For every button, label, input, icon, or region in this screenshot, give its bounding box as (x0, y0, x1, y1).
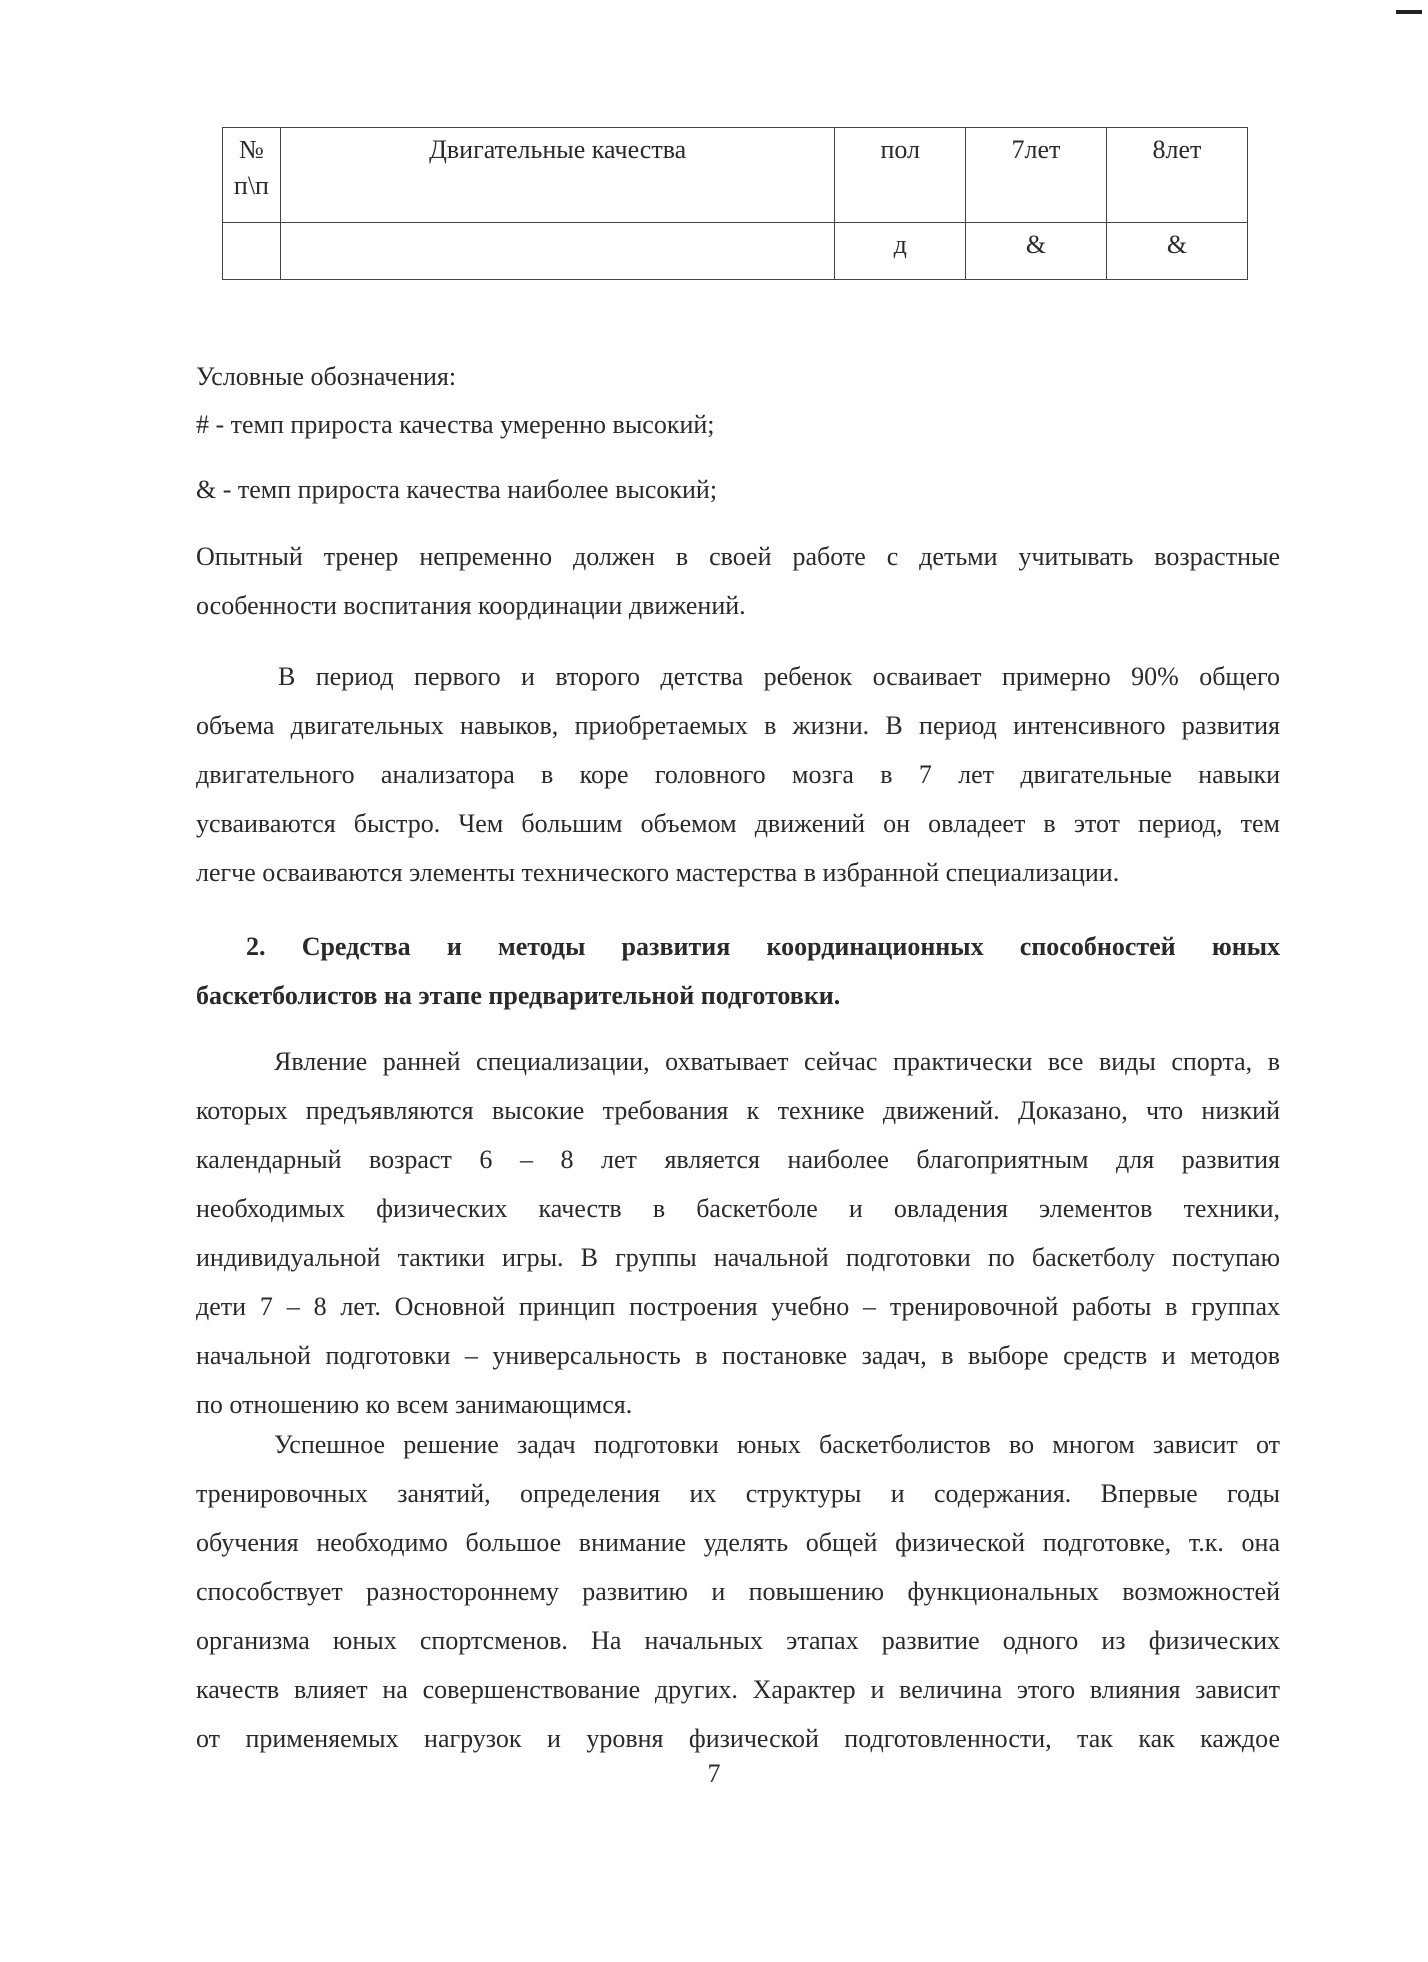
paragraph-line: особенности воспитания координации движений. (196, 591, 746, 620)
heading-line: 2. Средства и методы развития координационных способностей юных (246, 932, 1280, 961)
paragraph-early-specialization (196, 1037, 1280, 1429)
paragraph-line: начальной подготовки – универсальность в постановке задач, в выборе средств и методов (196, 1341, 1280, 1370)
table-header-cell-age-7: 7лет (965, 128, 1106, 223)
paragraph-line: индивидуальной тактики игры. В группы начальной подготовки по баскетболу поступаю (196, 1243, 1280, 1272)
paragraph-line: Явление ранней специализации, охватывает сейчас практически все виды спорта, в (274, 1047, 1280, 1076)
paragraph-line: по отношению ко всем занимающимся. (196, 1390, 633, 1419)
paragraph-training-tasks (196, 1420, 1280, 1763)
paragraph-line: усваиваются быстро. Чем большим объемом движений он овладеет в этот период, тем (196, 809, 1280, 838)
paragraph-line: от применяемых нагрузок и уровня физической подготовленности, так как каждое (196, 1724, 1280, 1753)
paragraph-line: дети 7 – 8 лет. Основной принцип построения учебно – тренировочной работы в группах (196, 1292, 1280, 1321)
paragraph-line: В период первого и второго детства ребенок осваивает примерно 90% общего (278, 662, 1280, 691)
table-row (223, 223, 1248, 280)
paragraph-line: двигательного анализатора в коре головного мозга в 7 лет двигательные навыки (196, 760, 1280, 789)
motor-qualities-table (222, 127, 1248, 280)
legend-title: Условные обозначения: (196, 362, 457, 391)
paragraph-line: легче осваиваются элементы технического мастерства в избранной специализации. (196, 858, 1120, 887)
legend-amp-item: & - темп прироста качества наиболее высокий; (196, 475, 718, 504)
page-number: 7 (707, 1759, 721, 1788)
table-cell-age-7: & (965, 223, 1106, 280)
table-header-cell-age-8: 8лет (1106, 128, 1247, 223)
paragraph-line: качеств влияет на совершенствование других. Характер и величина этого влияния зависит (196, 1675, 1280, 1704)
paragraph-line: обучения необходимо большое внимание уделять общей физической подготовке, т.к. она (196, 1528, 1280, 1557)
paragraph-motor-skills (196, 652, 1280, 897)
paragraph-line: которых предъявляются высокие требования к технике движений. Доказано, что низкий (196, 1096, 1280, 1125)
heading-line: баскетболистов на этапе предварительной подготовки. (196, 981, 841, 1010)
table-cell-number (223, 223, 281, 280)
paragraph-line: Успешное решение задач подготовки юных баскетболистов во многом зависит от (274, 1430, 1280, 1459)
table-header-cell-sex: пол (835, 128, 965, 223)
paragraph-line: необходимых физических качеств в баскетболе и овладения элементов техники, (196, 1194, 1280, 1223)
paragraph-line: способствует разностороннему развитию и повышению функциональных возможностей (196, 1577, 1280, 1606)
paragraph-line: Опытный тренер непременно должен в своей работе с детьми учитывать возрастные (196, 542, 1280, 571)
table-header-cell-number: № п\п (223, 128, 281, 223)
paragraph-line: организма юных спортсменов. На начальных этапах развитие одного из физических (196, 1626, 1280, 1655)
paragraph-line: календарный возраст 6 – 8 лет является наиболее благоприятным для развития (196, 1145, 1280, 1174)
table-cell-sex: д (835, 223, 965, 280)
section-heading (196, 922, 1280, 1020)
table-cell-age-8: & (1106, 223, 1247, 280)
paragraph-line: тренировочных занятий, определения их структуры и содержания. Впервые годы (196, 1479, 1280, 1508)
paragraph-line: объема двигательных навыков, приобретаемых в жизни. В период интенсивного развития (196, 711, 1280, 740)
scan-corner-mark (1396, 10, 1422, 14)
legend-hash-item: # - темп прироста качества умеренно высокий; (196, 410, 715, 439)
table-cell-qualities (280, 223, 835, 280)
table-header-cell-qualities: Двигательные качества (280, 128, 835, 223)
table-header-row (223, 128, 1248, 223)
paragraph-coordination-age (196, 532, 1280, 630)
